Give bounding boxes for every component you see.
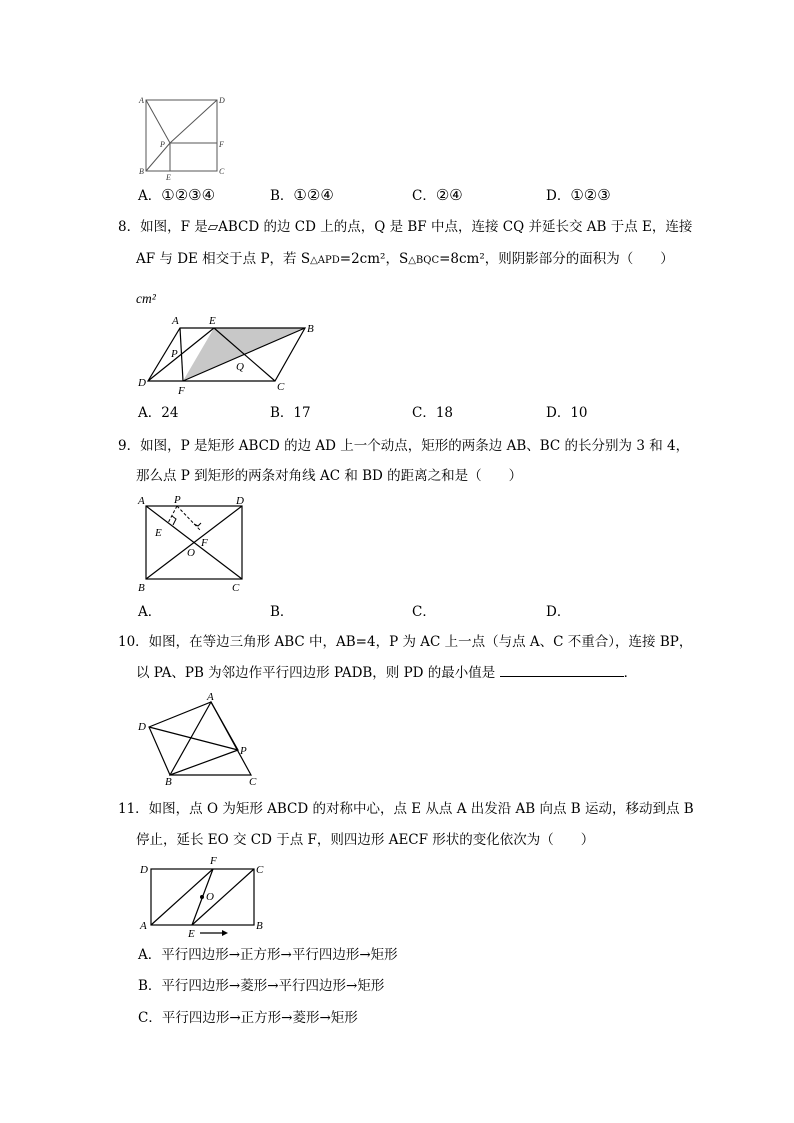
q11-label-D: D — [140, 864, 148, 876]
option-text: 17 — [293, 405, 311, 421]
option-letter: B． — [270, 604, 294, 620]
q8-label-F: F — [178, 385, 185, 397]
option-letter: D． — [546, 188, 571, 204]
q7-option-c — [412, 186, 463, 205]
option-letter: D． — [546, 604, 571, 620]
q9-label-O: O — [187, 547, 195, 559]
option-letter: C． — [138, 1010, 162, 1026]
option-text: 24 — [161, 405, 179, 421]
q10-answer-blank[interactable] — [500, 664, 624, 677]
q9-option-b — [270, 603, 293, 621]
q8-stem-line1: 8．如图，F 是▱ABCD 的边 CD 上的点，Q 是 BF 中点，连接 CQ 并延长交 AB 于点 E，连接 — [118, 219, 693, 235]
q10-label-D: D — [138, 721, 146, 733]
q11-label-O: O — [206, 891, 214, 903]
q10-stem-end: ． — [623, 665, 638, 681]
q11-center-point — [200, 895, 204, 899]
q7-label-E: E — [166, 173, 171, 182]
q8-label-P: P — [171, 348, 178, 360]
q10-stem-line1: 10．如图，在等边三角形 ABC 中，AB=4，P 为 AC 上一点（与点 A、C 不重合），连接 BP， — [118, 634, 693, 650]
q8-unit: cm² — [136, 291, 156, 306]
q8-subscript-apd: △APD — [310, 255, 340, 266]
q11-label-E: E — [188, 928, 195, 940]
q8-label-B: B — [307, 323, 314, 335]
q9-label-P: P — [174, 494, 181, 506]
q9-stem-line2: 那么点 P 到矩形的两条对角线 AC 和 BD 的距离之和是（ ） — [136, 468, 523, 484]
q11-option-a — [138, 946, 398, 964]
option-text: 18 — [435, 405, 454, 421]
q7-label-P: P — [160, 140, 165, 149]
option-text: ②④ — [435, 186, 463, 204]
q7-label-D: D — [219, 96, 225, 105]
q9-label-A: A — [138, 495, 145, 507]
q7-label-B: B — [139, 167, 144, 176]
option-letter: B． — [138, 978, 162, 994]
q11-option-b — [138, 977, 384, 995]
option-text: ①②④ — [293, 186, 334, 204]
q7-option-a — [138, 186, 215, 205]
q11-label-A: A — [140, 920, 147, 932]
q8-label-D: D — [138, 377, 146, 389]
q10-figure — [134, 692, 264, 788]
option-letter: D． — [546, 405, 571, 421]
q8-stem-text: AF 与 DE 相交于点 P，若 S — [136, 251, 311, 267]
q10-label-P: P — [240, 745, 247, 757]
option-letter: A． — [138, 405, 162, 421]
option-letter: C． — [412, 405, 436, 421]
q10-stem-text: 以 PA、PB 为邻边作平行四边形 PADB，则 PD 的最小值是 — [136, 665, 496, 681]
option-text: 平行四边形→正方形→平行四边形→矩形 — [161, 947, 398, 963]
q11-label-B: B — [256, 920, 263, 932]
q10-label-C: C — [249, 776, 257, 788]
q9-label-D: D — [236, 495, 244, 507]
q9-option-a — [138, 603, 161, 621]
q8-option-d — [546, 404, 588, 422]
q7-option-d — [546, 186, 611, 205]
q8-label-E: E — [209, 315, 216, 327]
option-text: ①②③④ — [161, 186, 216, 204]
q9-stem-line1: 9．如图，P 是矩形 ABCD 的边 AD 上一个动点，矩形的两条边 AB、BC 的长分别为 3 和 4， — [118, 438, 690, 454]
option-letter: B． — [270, 188, 294, 204]
arrow-right-icon — [222, 930, 228, 936]
option-letter: A． — [138, 604, 162, 620]
q7-option-b — [270, 186, 334, 205]
q9-option-d — [546, 603, 570, 621]
option-text: 平行四边形→菱形→平行四边形→矩形 — [161, 978, 385, 994]
q9-option-c — [412, 603, 436, 621]
option-text: ①②③ — [570, 186, 611, 204]
q11-label-C: C — [256, 864, 264, 876]
q8-figure — [134, 312, 324, 398]
q9-label-E: E — [155, 527, 162, 539]
q11-option-c — [138, 1009, 358, 1027]
q11-stem-line2: 停止，延长 EO 交 CD 于点 F，则四边形 AECF 形状的变化依次为（ ） — [136, 832, 595, 848]
q9-label-B: B — [138, 582, 145, 594]
q8-label-C: C — [277, 381, 285, 393]
q7-label-A: A — [139, 96, 144, 105]
q8-label-A: A — [172, 315, 179, 327]
q8-value-bqc: =8cm²，则阴影部分的面积为（ ） — [439, 251, 674, 267]
q11-stem-line1: 11．如图，点 O 为矩形 ABCD 的对称中心，点 E 从点 A 出发沿 AB 向点 B 运动，移动到点 B — [118, 801, 694, 817]
q9-label-C: C — [232, 582, 240, 594]
q8-stem-line2 — [136, 250, 674, 270]
q7-label-C: C — [219, 167, 225, 176]
q10-label-B: B — [165, 776, 172, 788]
q8-value-apd: =2cm²，S — [339, 251, 409, 267]
option-letter: C． — [412, 604, 436, 620]
option-letter: A． — [138, 188, 162, 204]
option-letter: A． — [138, 947, 162, 963]
q8-subscript-bqc: △BQC — [408, 255, 440, 266]
q8-option-b — [270, 404, 311, 422]
q9-label-F: F — [201, 537, 208, 549]
option-letter: B． — [270, 405, 294, 421]
q10-stem-line2 — [136, 664, 637, 682]
q11-figure — [134, 852, 274, 940]
option-text: 平行四边形→正方形→菱形→矩形 — [161, 1010, 358, 1026]
option-letter: C． — [412, 188, 436, 204]
q8-option-a — [138, 404, 178, 422]
option-text: 10 — [570, 405, 588, 421]
q11-label-F: F — [210, 855, 217, 867]
q10-label-A: A — [207, 692, 214, 703]
q8-option-c — [412, 404, 453, 422]
q8-label-Q: Q — [236, 361, 244, 373]
q9-figure — [134, 492, 254, 596]
q7-label-F: F — [219, 140, 224, 149]
q7-figure — [136, 94, 236, 184]
